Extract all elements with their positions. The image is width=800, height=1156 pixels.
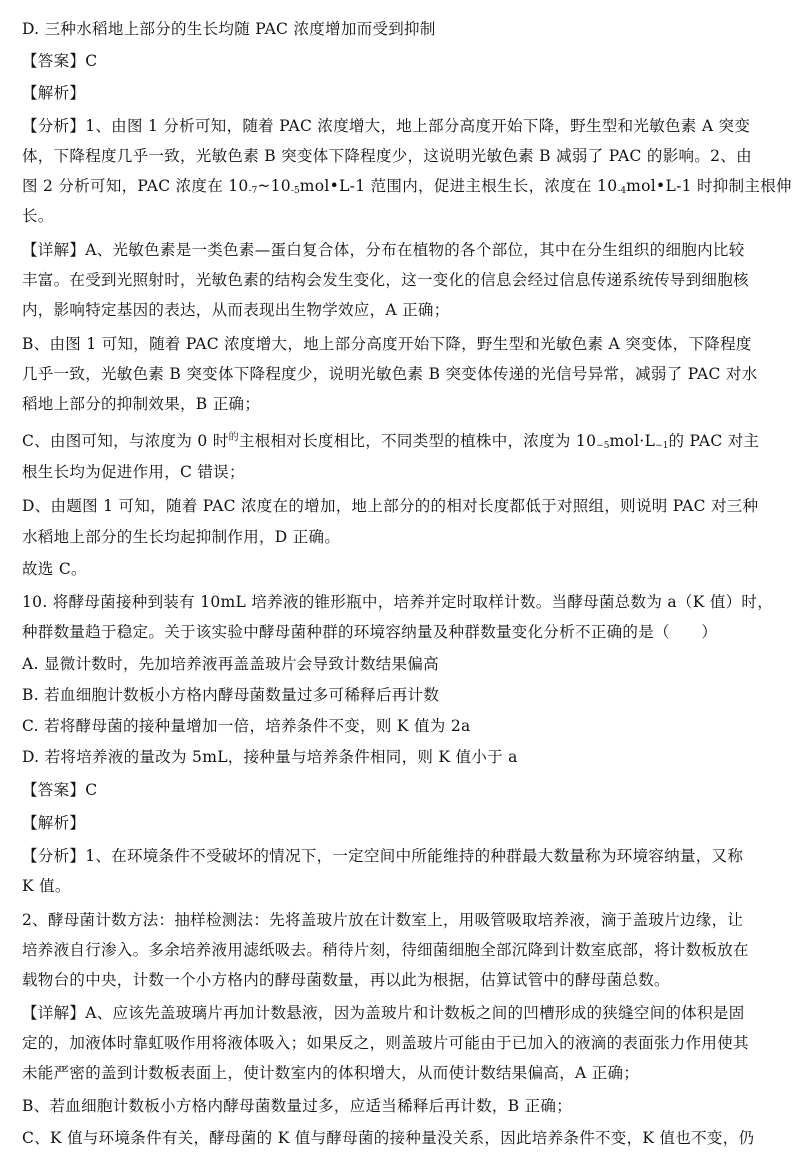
text-line: 稻地上部分的抑制效果，B 正确；	[22, 395, 261, 413]
option-b: B. 若血细胞计数板小方格内酵母菌数量过多可稀释后再计数	[22, 686, 440, 704]
text-fragment: 主根相对长度相比，不同类型的植株中，浓度为 10	[238, 432, 597, 450]
text-line: 【分析】1、在环境条件不受破坏的情况下，一定空间中所能维持的种群最大数量称为环境容纳量，又称	[22, 847, 744, 865]
text-line: K 值。	[22, 877, 71, 895]
text-line: 2、酵母菌计数方法：抽样检测法：先将盖玻片放在计数室上，用吸管吸取培养液，滴于盖玻片边缘，让	[22, 911, 744, 929]
analysis-heading: 【解析】	[22, 84, 86, 102]
small-char: 的	[228, 432, 239, 443]
text-line: B、由图 1 可知，随着 PAC 浓度增大，地上部分高度开始下降，野生型和光敏色素 A 突变体，下降程度	[22, 335, 752, 353]
text-line-concentration	[22, 176, 792, 201]
question-10-line: 10. 将酵母菌接种到装有 10mL 培养液的锥形瓶中，培养并定时取样计数。当酵母菌总数为 a（K 值）时，	[22, 593, 774, 611]
text-line: 根生长均为促进作用，C 错误；	[22, 463, 245, 481]
text-line: 【分析】1、由图 1 分析可知，随着 PAC 浓度增大，地上部分高度开始下降，野生型和光敏色素 A 突变	[22, 117, 751, 135]
text-line: 丰富。在受到光照射时，光敏色素的结构会发生变化，这一变化的信息会经过信息传递系统传导到细胞核	[22, 271, 749, 289]
text-line: B、若血细胞计数板小方格内酵母菌数量过多，应适当稀释后再计数，B 正确；	[22, 1097, 573, 1115]
text-line: 水稻地上部分的生长均起抑制作用，D 正确。	[22, 528, 341, 546]
text-line: 未能严密的盖到计数板表面上，使计数室内的体积增大，从而使计数结果偏高，A 正确；	[22, 1064, 640, 1082]
text-line: 培养液自行渗入。多余培养液用滤纸吸去。稍待片刻，待细菌细胞全部沉降到计数室底部，将计数板放在	[22, 941, 749, 959]
option-d-line: D. 三种水稻地上部分的生长均随 PAC 浓度增加而受到抑制	[22, 20, 436, 38]
option-d: D. 若将培养液的量改为 5mL，接种量与培养条件相同，则 K 值小于 a	[22, 748, 518, 766]
text-line: 种群数量趋于稳定。关于该实验中酵母菌种群的环境容纳量及种群数量变化分析不正确的是（ ）	[22, 623, 718, 641]
text-line: 内，影响特定基因的表达，从而表现出生物学效应，A 正确；	[22, 301, 450, 319]
analysis-heading: 【解析】	[22, 814, 86, 832]
exponent: -7	[248, 186, 258, 196]
text-fragment: C、由图可知，与浓度为 0 时	[22, 432, 229, 450]
text-line: 长。	[22, 207, 54, 225]
text-fragment: mol•L-1 时抑制主根伸	[626, 177, 792, 195]
text-fragment: 图 2 分析可知，PAC 浓度在 10	[22, 177, 249, 195]
detail-line: 【详解】A、光敏色素是一类色素—蛋白复合体，分布在植物的各个部位，其中在分生组织的细胞内比较	[22, 241, 745, 259]
text-line: 故选 C。	[22, 560, 87, 578]
text-line-c	[22, 431, 759, 456]
option-c: C. 若将酵母菌的接种量增加一倍，培养条件不变，则 K 值为 2a	[22, 717, 471, 735]
text-fragment: mol·L	[609, 432, 656, 450]
answer-heading: 【答案】C	[22, 781, 98, 799]
exponent: -5	[290, 186, 300, 196]
option-a: A. 显微计数时，先加培养液再盖盖玻片会导致计数结果偏高	[22, 655, 439, 673]
text-line: 定的，加液体时靠虹吸作用将液体吸入；如果反之，则盖玻片可能由于已加入的液滴的表面张力作用使其	[22, 1034, 749, 1052]
text-fragment: ~10	[257, 177, 291, 195]
detail-line: 【详解】A、应该先盖玻璃片再加计数悬液，因为盖玻片和计数板之间的凹槽形成的狭缝空间的体积是固	[22, 1004, 745, 1022]
text-fragment: mol•L-1 范围内，促进主根生长，浓度在 10	[299, 177, 618, 195]
text-line: 载物台的中央，计数一个小方格内的酵母菌数量，再以此为根据，估算试管中的酵母菌总数。	[22, 971, 670, 989]
text-fragment: 的 PAC 对主	[668, 432, 760, 450]
text-line: 体，下降程度几乎一致，光敏色素 B 突变体下降程度少，这说明光敏色素 B 减弱了 PAC 的影响。2、由	[22, 147, 752, 165]
exponent: −1	[655, 441, 669, 451]
text-line: 几乎一致，光敏色素 B 突变体下降程度少，说明光敏色素 B 突变体传递的光信号异常，减弱了 PAC 对水	[22, 365, 758, 383]
text-line: D、由题图 1 可知，随着 PAC 浓度在的增加，地上部分的的相对长度都低于对照组，则说明 PAC 对三种	[22, 497, 759, 515]
answer-heading: 【答案】C	[22, 52, 98, 70]
exponent: -4	[617, 186, 627, 196]
text-line: C、K 值与环境条件有关，酵母菌的 K 值与酵母菌的接种量没关系，因此培养条件不变，K 值也不变，仍	[22, 1129, 755, 1147]
exponent: −5	[596, 441, 610, 451]
